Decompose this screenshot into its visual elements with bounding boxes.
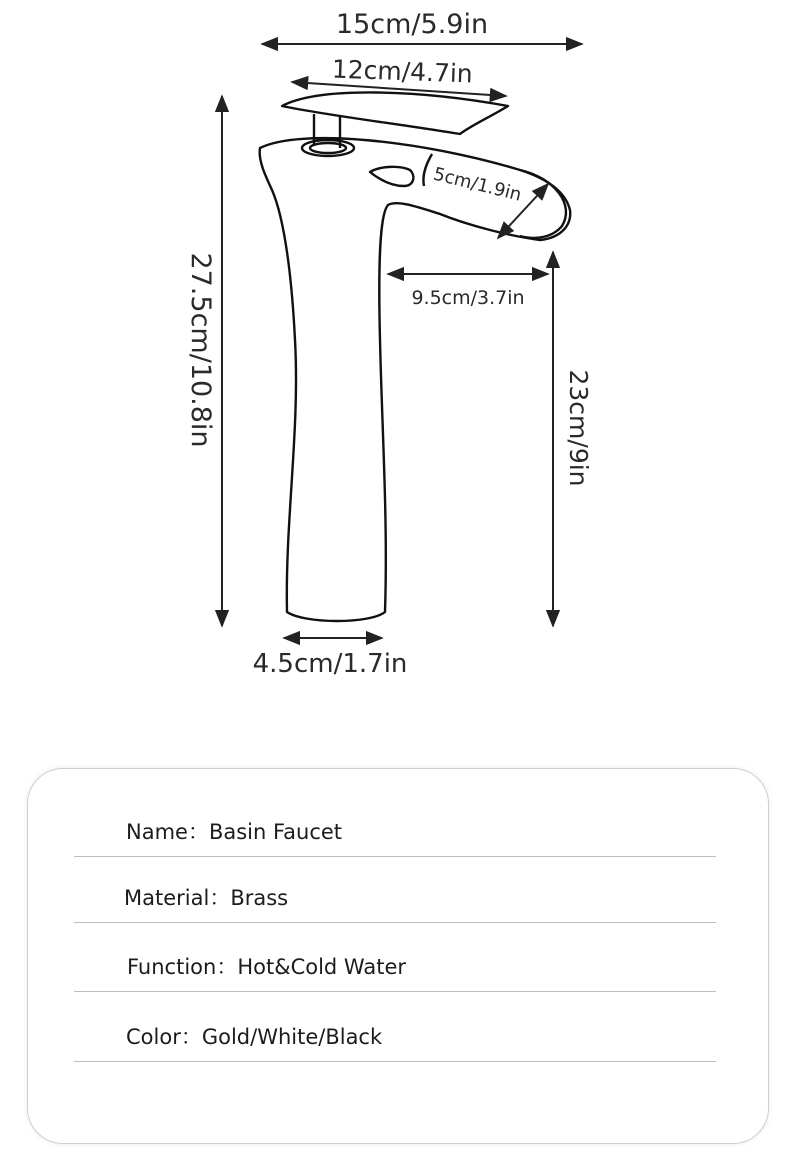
spec-row-function (74, 931, 716, 992)
spec-value: Gold/White/Black (201, 1025, 383, 1049)
faucet-outline (260, 92, 571, 621)
spec-row-name (74, 796, 716, 857)
spout-opening (520, 170, 566, 238)
total-width-label: 15cm/5.9in (335, 9, 489, 40)
spec-value: Hot&Cold Water (237, 955, 407, 979)
spec-row-material (74, 862, 716, 923)
spec-value: Basin Faucet (208, 820, 343, 844)
handle-length-label: 12cm/4.7in (331, 54, 474, 89)
spec-label: Function： (127, 955, 238, 979)
total-height-label: 27.5cm/10.8in (185, 252, 216, 448)
spec-label: Material： (124, 886, 231, 910)
base-width-label: 4.5cm/1.7in (252, 649, 408, 679)
spec-row-color (74, 1001, 716, 1062)
spec-label: Name： (126, 820, 209, 844)
spec-label: Color： (126, 1025, 202, 1049)
spout-opening-label: 5cm/1.9in (431, 163, 524, 206)
spec-value: Brass (230, 886, 289, 910)
spout-reach-label: 9.5cm/3.7in (411, 287, 525, 309)
spec-card (27, 768, 769, 1144)
spout-height-label: 23cm/9in (564, 369, 593, 487)
dimension-lines (222, 44, 582, 638)
handle-lever (282, 92, 508, 134)
